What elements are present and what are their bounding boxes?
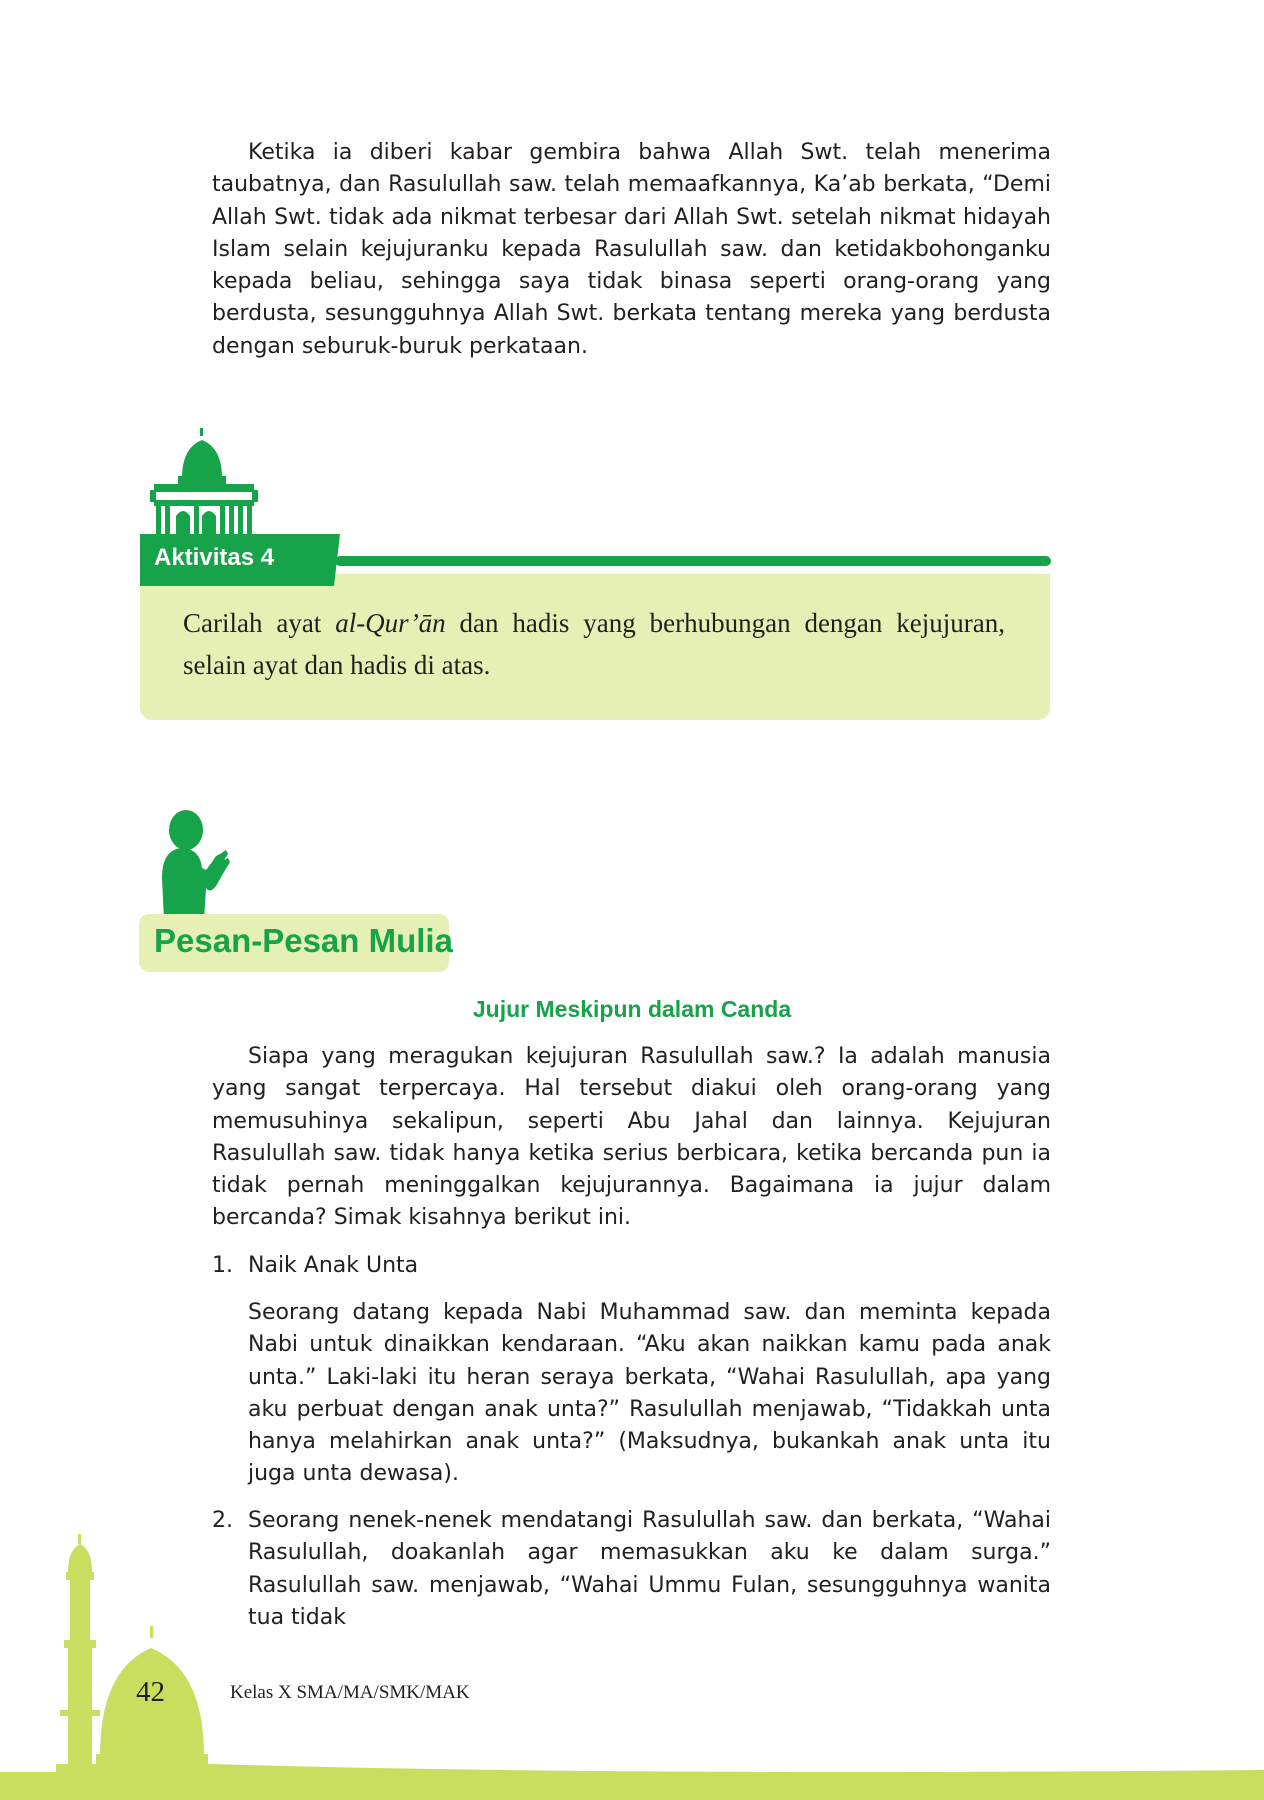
mosque-silhouette-icon [0,1530,1264,1800]
list-number-2: 2. [212,1508,233,1533]
list-body-1: Seorang datang kepada Nabi Muhammad saw. dan meminta kepada Nabi untuk dinaikkan kendaraan. “Aku akan naikkan kamu pada anak unta.” Laki-laki itu heran seraya berkata, “Wahai Rasulullah, apa yang aku perbuat dengan anak unta?” Rasulullah menjawab, “Tidakkah unta hanya melahirkan anak unta?” (Maksudnya, bukankah anak unta itu juga unta dewasa). [248,1300,1051,1487]
aktivitas-label: Aktivitas 4 [154,544,275,571]
intro-paragraph: Ketika ia diberi kabar gembira bahwa Allah Swt. telah menerima taubatnya, dan Rasulullah saw. telah memaafkannya, Ka’ab berkata, “Demi Allah Swt. tidak ada nikmat terbesar dari Allah Swt. setelah nikmat hidayah Islam selain kejujuranku kepada Rasulullah saw. dan ketidakbohonganku kepada beliau, sehingga saya tidak binasa seperti orang-orang yang berdusta, sesungguhnya Allah Swt. berkata tentang mereka yang berdusta dengan seburuk-buruk perkataan. [212,140,1051,359]
aktivitas-text-after: dan hadis yang berhubungan dengan kejujuran, selain ayat dan hadis di atas. [183,608,1005,680]
aktivitas-text-italic: al-Qur’ān [335,608,446,638]
aktivitas-bar [335,556,1051,566]
page-number: 42 [136,1676,165,1708]
praying-person-icon [150,808,240,920]
book-title: Kelas X SMA/MA/SMK/MAK [230,1682,470,1703]
pesan-title: Pesan-Pesan Mulia [154,922,453,959]
mosque-icon [148,428,260,536]
pesan-subtitle: Jujur Meskipun dalam Canda [472,996,792,1022]
pesan-intro: Siapa yang meragukan kejujuran Rasulullah saw.? Ia adalah manusia yang sangat terpercaya. Hal tersebut diakui oleh orang-orang yang memusuhinya sekalipun, seperti Abu Jahal dan lainnya. Kejujuran Rasulullah saw. tidak hanya ketika serius berbicara, ketika bercanda pun ia tidak pernah meninggalkan kejujurannya. Bagaimana ia jujur dalam bercanda? Simak kisahnya berikut ini. [212,1044,1051,1231]
list-number-1: 1. [212,1253,233,1278]
aktivitas-text-before: Carilah ayat [183,608,336,638]
aktivitas-text [183,602,1005,686]
list-body-2: Seorang nenek-nenek mendatangi Rasulullah saw. dan berkata, “Wahai Rasulullah, doakanlah agar memasukkan aku ke dalam surga.” Rasulullah saw. menjawab, “Wahai Ummu Fulan, sesungguhnya wanita tua tidak [248,1508,1051,1630]
list-heading-1: Naik Anak Unta [248,1253,419,1278]
